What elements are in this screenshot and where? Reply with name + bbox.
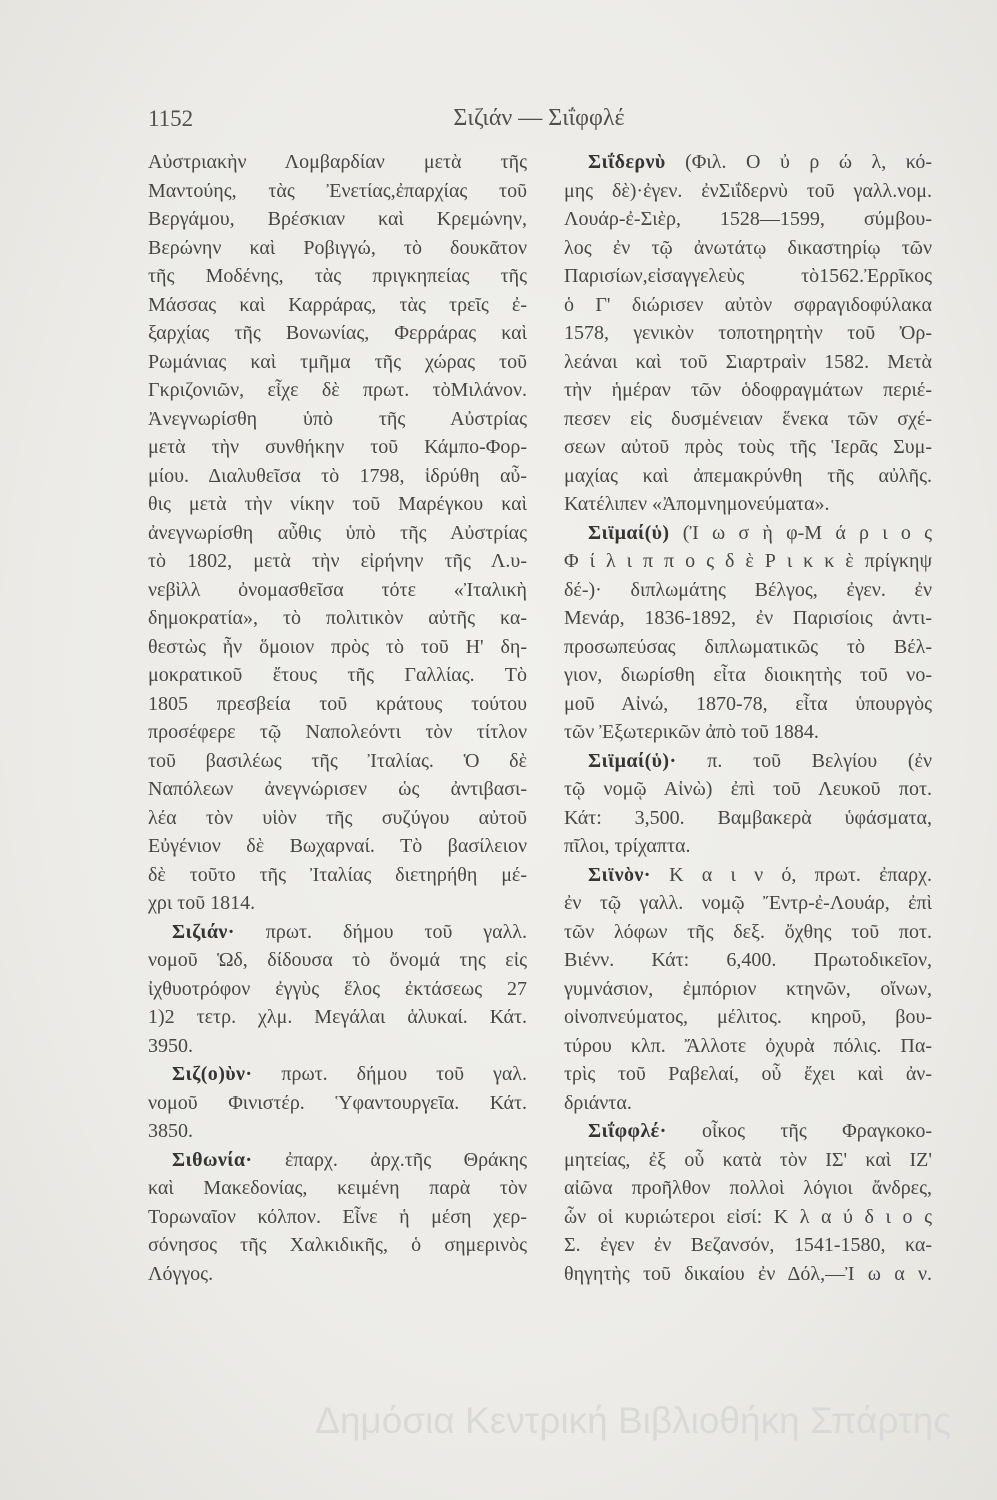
- right-text-column: [564, 148, 932, 1288]
- left-column-line: [148, 633, 527, 662]
- line-text: Γκριζονιῶν, εἶχε δὲ πρωτ. τὸΜιλάνον.: [148, 379, 527, 401]
- line-text: μαχίας καὶ ἀπεμακρύνθη τῆς αὐλῆς.: [564, 464, 932, 487]
- line-text: Λουάρ-ἐ-Σιὲρ, 1528—1599, σύμβου-: [564, 208, 932, 230]
- line-text: δημοκρατία», τὸ πολιτικὸν αὐτῆς κα-: [148, 607, 527, 629]
- line-text: Ἀνεγνωρίσθη ὑπὸ τῆς Αὐστρίας: [148, 407, 527, 430]
- right-column-line: [564, 661, 932, 690]
- library-watermark: Δημόσια Κεντρική Βιβλιοθήκη Σπάρτης: [315, 1400, 951, 1441]
- line-text: Κατέλιπεν «Ἀπομνημονεύματα».: [564, 493, 830, 515]
- entry-headword: Σιζ(ο)ὺν·: [172, 1063, 253, 1085]
- line-text: (Φιλ. Ο ὐ ρ ώ λ, κό-: [665, 151, 932, 173]
- line-text: θις μετὰ τὴν νίκην τοῦ Μαρέγκου καὶ: [148, 493, 527, 515]
- line-text: νεβὶλλ ὀνομασθεῖσα τότε «Ἰταλικὴ: [148, 578, 527, 601]
- left-column-line: [148, 1117, 527, 1146]
- left-column-line: [148, 576, 527, 605]
- right-column-line: [564, 234, 932, 263]
- left-column-line: [148, 547, 527, 576]
- right-column-line: [564, 177, 932, 206]
- left-column-line: [148, 1003, 527, 1032]
- left-text-column: [148, 148, 527, 1288]
- left-column-line: [148, 177, 527, 206]
- line-text: λος ἐν τῷ ἀνωτάτῳ δικαστηρίῳ τῶν: [564, 236, 932, 259]
- line-text: χρι τοῦ 1814.: [148, 892, 256, 914]
- left-column-line: [148, 804, 527, 833]
- line-text: μοῦ Αἰνώ, 1870-78, εἶτα ὑπουργὸς: [564, 692, 932, 715]
- line-text: τὴν ἡμέραν τῶν ὁδοφραγμάτων περιέ-: [564, 379, 932, 401]
- right-column-line: [564, 148, 932, 177]
- left-column-line: [148, 889, 527, 918]
- line-text: ξαρχίας τῆς Βονωνίας, Φερράρας καὶ: [148, 322, 527, 344]
- left-column-line: [148, 348, 527, 377]
- left-column-line: [148, 604, 527, 633]
- right-column-line: [564, 1231, 932, 1260]
- line-text: νομοῦ Φινιστέρ. Ὑφαντουργεῖα. Κάτ.: [148, 1091, 527, 1114]
- line-text: Μάσσας καὶ Καρράρας, τὰς τρεῖς ἐ-: [148, 293, 527, 316]
- line-text: λεάναι καὶ τοῦ Σιαρτραὶν 1582. Μετὰ: [564, 350, 932, 373]
- line-text: ὧν οἱ κυριώτεροι εἰσί: Κ λ α ύ δ ι ο ς: [564, 1205, 932, 1228]
- right-column-line: [564, 832, 932, 861]
- right-column-line: [564, 490, 932, 519]
- right-column-line: [564, 1117, 932, 1146]
- line-text: Μενάρ, 1836-1892, ἐν Παρισίοις ἀντι-: [564, 607, 932, 629]
- line-text: δέ-)· διπλωμάτης Βέλγος, ἐγεν. ἐν: [564, 578, 932, 601]
- left-column-line: [148, 718, 527, 747]
- left-column-line: [148, 319, 527, 348]
- line-text: τῆς Μοδένης, τὰς πριγκηπείας τῆς: [148, 265, 527, 287]
- line-text: πρωτ. δήμου τοῦ γαλ.: [252, 1063, 527, 1085]
- right-column-line: [564, 1089, 932, 1118]
- left-column-line: [148, 690, 527, 719]
- line-text: ἐπαρχ. ἀρχ.τῆς Θράκης: [252, 1148, 527, 1171]
- left-column-line: [148, 861, 527, 890]
- right-column-line: [564, 718, 932, 747]
- line-text: 1)2 τετρ. χλμ. Μεγάλαι ἁλυκαί. Κάτ.: [148, 1006, 527, 1028]
- line-text: Κ α ι ν ό, πρωτ. ἐπαρχ.: [650, 863, 932, 886]
- right-column-line: [564, 348, 932, 377]
- right-column-line: [564, 519, 932, 548]
- left-column-line: [148, 775, 527, 804]
- right-column-line: [564, 604, 932, 633]
- line-text: (Ἰ ω σ ὴ φ-Μ ά ρ ι ο ς: [669, 521, 932, 544]
- line-text: μης δὲ)·ἐγεν. ἐνΣιΐδερνὺ τοῦ γαλλ.νομ.: [564, 179, 932, 202]
- line-text: μετὰ τὴν συνθήκην τοῦ Κάμπο-Φορ-: [148, 436, 527, 458]
- line-text: 1578, γενικὸν τοποτηρητὴν τοῦ Ὀρ-: [564, 322, 932, 344]
- line-text: οἶκος τῆς Φραγκοκο-: [666, 1120, 932, 1142]
- left-column-line: [148, 1260, 527, 1289]
- line-text: λέα τὸν υἱὸν τῆς συζύγου αὐτοῦ: [148, 806, 527, 829]
- left-column-line: [148, 148, 527, 177]
- line-text: π. τοῦ Βελγίου (ἐν: [676, 749, 932, 772]
- right-column-line: [564, 775, 932, 804]
- entry-headword: Σιΐδερνὺ: [588, 151, 666, 173]
- line-text: Παρισίων,εἰσαγγελεὺς τὸ1562.Ἐρρῖκος: [564, 265, 932, 287]
- right-column-line: [564, 433, 932, 462]
- entry-headword: Σιΐφφλέ·: [588, 1120, 667, 1142]
- line-text: Ρωμάνιας καὶ τμῆμα τῆς χώρας τοῦ: [148, 350, 527, 373]
- right-column-line: [564, 462, 932, 491]
- line-text: Αὐστριακὴν Λομβαρδίαν μετὰ τῆς: [148, 151, 527, 173]
- right-column-line: [564, 690, 932, 719]
- line-text: γιον, διωρίσθη εἶτα διοικητὴς τοῦ νο-: [564, 664, 932, 686]
- right-column-line: [564, 319, 932, 348]
- entry-headword: Σιϊμαί(ὑ): [588, 521, 670, 544]
- line-text: θεστὼς ἦν ὅμοιον πρὸς τὸ τοῦ Η' δη-: [148, 635, 527, 658]
- line-text: μίου. Διαλυθεῖσα τὸ 1798, ἱδρύθη αὖ-: [148, 464, 527, 487]
- left-column-line: [148, 918, 527, 947]
- left-column-line: [148, 1146, 527, 1175]
- line-text: δὲ τοῦτο τῆς Ἰταλίας διετηρήθη μέ-: [148, 863, 527, 886]
- right-column-line: [564, 861, 932, 890]
- line-text: θηγητὴς τοῦ δικαίου ἐν Δόλ,—Ἰ ω α ν.: [564, 1262, 932, 1285]
- running-title: Σιζιάν — Σιΐφφλέ: [453, 105, 625, 131]
- line-text: τρὶς τοῦ Ραβελαί, οὗ ἔχει καὶ ἀν-: [564, 1063, 932, 1085]
- line-text: Βερώνην καὶ Ροβιγγώ, τὸ δουκᾶτον: [148, 236, 527, 259]
- line-text: τὸ 1802, μετὰ τὴν εἰρήνην τῆς Λ.υ-: [148, 550, 527, 572]
- line-text: πρωτ. δήμου τοῦ γαλλ.: [234, 920, 527, 943]
- line-text: Σ. ἐγεν ἐν Βεζανσόν, 1541-1580, κα-: [564, 1234, 932, 1256]
- line-text: νομοῦ Ὡδ, δίδουσα τὸ ὄνομά της εἰς: [148, 949, 527, 971]
- right-column-line: [564, 1260, 932, 1289]
- line-text: τύρου κλπ. Ἄλλοτε ὀχυρὰ πόλις. Πα-: [564, 1034, 932, 1057]
- right-column-line: [564, 376, 932, 405]
- left-column-line: [148, 1203, 527, 1232]
- line-text: μητείας, ἐξ οὗ κατὰ τὸν ΙΣ' καὶ ΙΖ': [564, 1148, 932, 1171]
- line-text: Βιένν. Κάτ: 6,400. Πρωτοδικεῖον,: [564, 949, 932, 971]
- left-column-line: [148, 1174, 527, 1203]
- right-column-line: [564, 1174, 932, 1203]
- right-column-line: [564, 747, 932, 776]
- line-text: σεων αὐτοῦ πρὸς τοὺς τῆς Ἱερᾶς Συμ-: [564, 436, 932, 458]
- right-column-line: [564, 405, 932, 434]
- left-column-line: [148, 975, 527, 1004]
- line-text: 3950.: [148, 1034, 193, 1057]
- page-number: 1152: [148, 106, 194, 131]
- line-text: καὶ Μακεδονίας, κειμένη παρὰ τὸν: [148, 1177, 527, 1199]
- right-column-line: [564, 291, 932, 320]
- entry-headword: Σιθωνία·: [172, 1148, 253, 1171]
- left-column-line: [148, 661, 527, 690]
- right-column-line: [564, 975, 932, 1004]
- right-column-line: [564, 547, 932, 576]
- line-text: 1805 πρεσβεία τοῦ κράτους τούτου: [148, 692, 527, 715]
- right-column-line: [564, 1146, 932, 1175]
- line-text: Κάτ: 3,500. Βαμβακερὰ ὑφάσματα,: [564, 806, 932, 829]
- line-text: προσέφερε τῷ Ναπολεόντι τὸν τίτλον: [148, 721, 527, 743]
- line-text: αἰῶνα προῆλθον πολλοὶ λόγιοι ἄνδρες,: [564, 1177, 932, 1199]
- line-text: προσωπεύσας διπλωματικῶς τὸ Βέλ-: [564, 635, 932, 658]
- right-column-line: [564, 946, 932, 975]
- right-column-line: [564, 205, 932, 234]
- line-text: τῶν Ἐξωτερικῶν ἀπὸ τοῦ 1884.: [564, 721, 819, 743]
- line-text: Λόγγος.: [148, 1262, 214, 1285]
- right-column-line: [564, 1060, 932, 1089]
- right-column-line: [564, 576, 932, 605]
- line-text: ἀνεγνωρίσθη αὖθις ὑπὸ τῆς Αὐστρίας: [148, 521, 527, 544]
- right-column-line: [564, 633, 932, 662]
- line-text: γυμνάσιον, ἐμπόριον κτηνῶν, οἴνων,: [564, 977, 932, 1000]
- line-text: ὁ Γ' διώρισεν αὐτὸν σφραγιδοφύλακα: [564, 293, 932, 316]
- left-column-line: [148, 490, 527, 519]
- right-column-line: [564, 889, 932, 918]
- line-text: ἰχθυοτρόφον ἐγγὺς ἕλος ἐκτάσεως 27: [148, 977, 527, 1000]
- line-text: 3850.: [148, 1120, 193, 1142]
- line-text: δριάντα.: [564, 1091, 632, 1114]
- line-text: Μαντούης, τὰς Ἐνετίας,ἐπαρχίας τοῦ: [148, 179, 527, 202]
- line-text: τῷ νομῷ Αἰνὼ) ἐπὶ τοῦ Λευκοῦ ποτ.: [564, 778, 932, 800]
- left-column-line: [148, 747, 527, 776]
- line-text: σόνησος τῆς Χαλκιδικῆς, ὁ σημερινὸς: [148, 1234, 527, 1256]
- right-column-line: [564, 1203, 932, 1232]
- left-column-line: [148, 519, 527, 548]
- line-text: Φ ί λ ι π π ο ς δ ὲ Ρ ι κ κ ὲ πρίγκηψ: [564, 550, 932, 572]
- right-column-line: [564, 262, 932, 291]
- left-column-line: [148, 1089, 527, 1118]
- right-column-line: [564, 1003, 932, 1032]
- right-column-line: [564, 918, 932, 947]
- line-text: μοκρατικοῦ ἔτους τῆς Γαλλίας. Τὸ: [148, 664, 527, 686]
- left-column-line: [148, 405, 527, 434]
- left-column-line: [148, 1231, 527, 1260]
- line-text: οἰνοπνεύματος, μέλιτος. κηροῦ, βου-: [564, 1006, 932, 1028]
- left-column-line: [148, 1032, 527, 1061]
- line-text: τῶν λόφων τῆς δεξ. ὄχθης τοῦ ποτ.: [564, 920, 932, 943]
- line-text: Ναπόλεων ἀνεγνώρισεν ὡς ἀντιβασι-: [148, 778, 527, 800]
- line-text: Εὐγένιον δὲ Βωχαρναί. Τὸ βασίλειον: [148, 835, 527, 857]
- entry-headword: Σιϊμαί(ὑ)·: [588, 749, 677, 772]
- entry-headword: Σιϊνὸν·: [588, 863, 651, 886]
- left-column-line: [148, 1060, 527, 1089]
- left-column-line: [148, 205, 527, 234]
- line-text: τοῦ βασιλέως τῆς Ἰταλίας. Ὁ δὲ: [148, 749, 527, 772]
- line-text: Τορωναῖον κόλπον. Εἶνε ἡ μέση χερ-: [148, 1205, 527, 1228]
- entry-headword: Σιζιάν·: [172, 920, 235, 943]
- right-column-line: [564, 804, 932, 833]
- right-column-line: [564, 1032, 932, 1061]
- left-column-line: [148, 462, 527, 491]
- left-column-line: [148, 433, 527, 462]
- left-column-line: [148, 291, 527, 320]
- left-column-line: [148, 832, 527, 861]
- line-text: πεσεν εἰς δυσμένειαν ἕνεκα τῶν σχέ-: [564, 407, 932, 430]
- left-column-line: [148, 234, 527, 263]
- line-text: ἐν τῷ γαλλ. νομῷ Ἔντρ-ἐ-Λουάρ, ἐπὶ: [564, 892, 932, 914]
- line-text: πῖλοι, τρίχαπτα.: [564, 835, 691, 857]
- left-column-line: [148, 262, 527, 291]
- left-column-line: [148, 946, 527, 975]
- line-text: Βεργάμου, Βρέσκιαν καὶ Κρεμώνην,: [148, 208, 527, 230]
- left-column-line: [148, 376, 527, 405]
